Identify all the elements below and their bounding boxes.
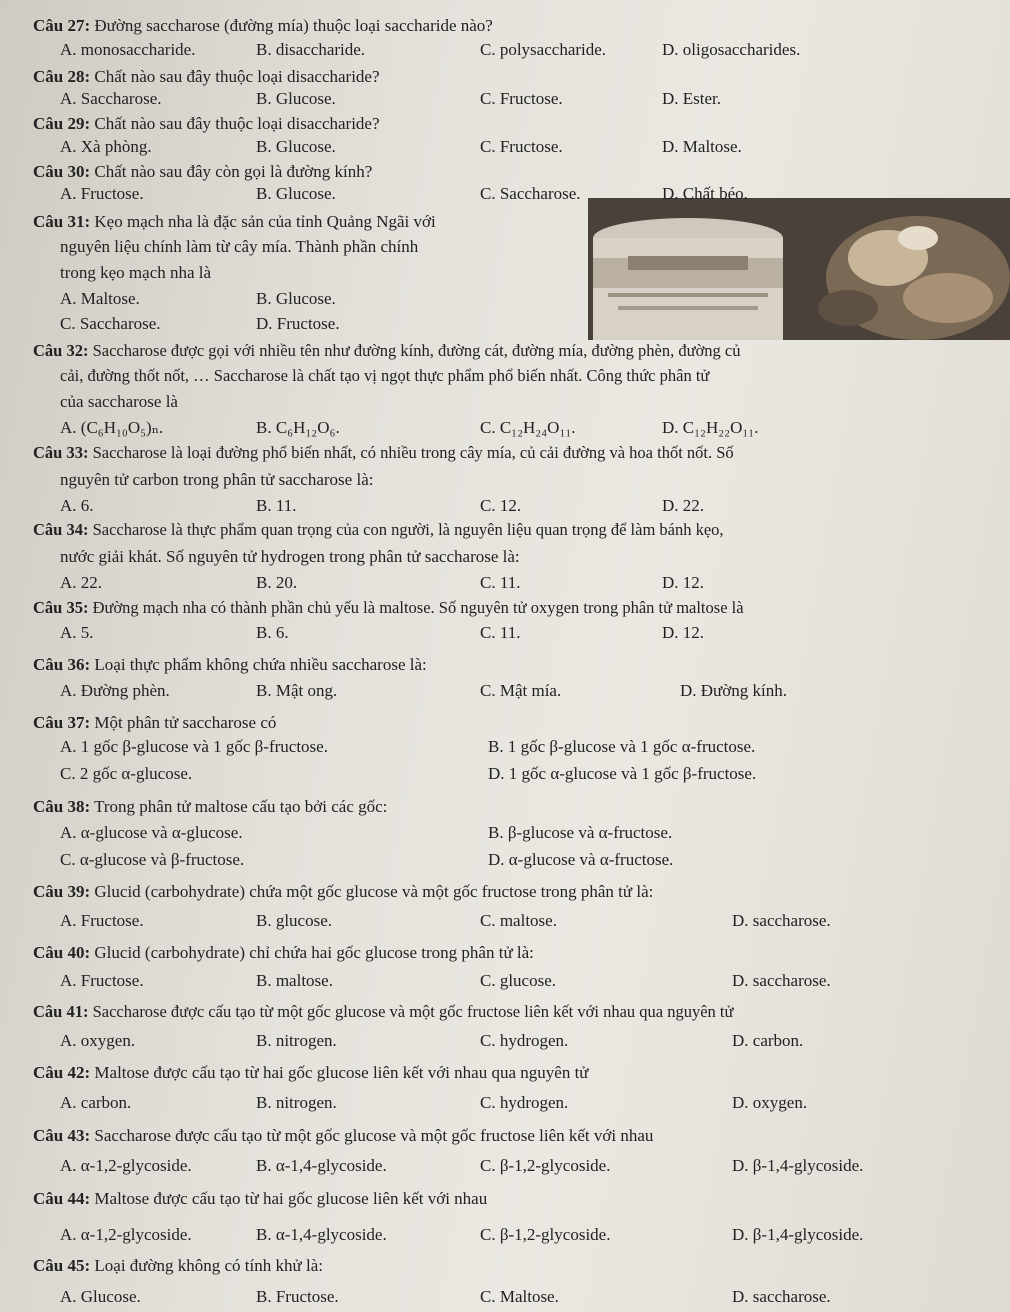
question-32-line-3: của saccharose là	[60, 392, 178, 411]
option-c[interactable]: C. β-1,2-glycoside.	[480, 1156, 611, 1175]
question-33: Câu 33: Saccharose là loại đường phổ biến nhất, có nhiều trong cây mía, củ cải đường và hoa thốt nốt. Số	[33, 443, 734, 462]
option-b[interactable]: B. Glucose.	[256, 289, 336, 308]
option-d[interactable]: D. oxygen.	[732, 1093, 808, 1112]
option-a[interactable]: A. monosaccharide.	[60, 40, 196, 59]
option-c[interactable]: C. Saccharose.	[480, 184, 581, 203]
option-a[interactable]: A. 22.	[60, 573, 103, 592]
option-d[interactable]: D. Đường kính.	[680, 681, 787, 700]
question-37: Câu 37: Một phân tử saccharose có	[33, 713, 277, 732]
option-b[interactable]: B. 11.	[256, 496, 297, 515]
option-c[interactable]: C. Mật mía.	[480, 681, 562, 700]
question-40: Câu 40: Glucid (carbohydrate) chỉ chứa hai gốc glucose trong phân tử là:	[33, 943, 534, 962]
option-a[interactable]: A. α-1,2-glycoside.	[60, 1156, 192, 1175]
option-a[interactable]: A. α-1,2-glycoside.	[60, 1225, 192, 1244]
option-d[interactable]: D. oligosaccharides.	[662, 40, 801, 59]
option-b[interactable]: B. α-1,4-glycoside.	[256, 1225, 387, 1244]
question-41: Câu 41: Saccharose được cấu tạo từ một gốc glucose và một gốc fructose liên kết với nhau qua nguyên tử	[33, 1002, 734, 1021]
option-a[interactable]: A. oxygen.	[60, 1031, 136, 1050]
option-d[interactable]: D. β-1,4-glycoside.	[732, 1156, 864, 1175]
option-a[interactable]: A. α-glucose và α-glucose.	[60, 823, 243, 842]
candy-jar-illustration	[588, 198, 1010, 340]
option-d[interactable]: D. β-1,4-glycoside.	[732, 1225, 864, 1244]
option-a[interactable]: A. Glucose.	[60, 1287, 141, 1306]
option-c[interactable]: C. hydrogen.	[480, 1093, 569, 1112]
option-d[interactable]: D. 12.	[662, 573, 705, 592]
option-b[interactable]: B. α-1,4-glycoside.	[256, 1156, 387, 1175]
option-d[interactable]: D. saccharose.	[732, 971, 831, 990]
question-38: Câu 38: Trong phân tử maltose cấu tạo bởi các gốc:	[33, 797, 388, 816]
option-c[interactable]: C. 12.	[480, 496, 522, 515]
question-44: Câu 44: Maltose được cấu tạo từ hai gốc glucose liên kết với nhau	[33, 1189, 488, 1208]
option-c[interactable]: C. 2 gốc α-glucose.	[60, 764, 193, 783]
question-43: Câu 43: Saccharose được cấu tạo từ một gốc glucose và một gốc fructose liên kết với nhau	[33, 1126, 654, 1145]
option-c[interactable]: C. 11.	[480, 623, 521, 642]
option-d[interactable]: D. Ester.	[662, 89, 722, 108]
option-b[interactable]: B. disaccharide.	[256, 40, 366, 59]
option-b[interactable]: B. β-glucose và α-fructose.	[488, 823, 673, 842]
option-c[interactable]: C. α-glucose và β-fructose.	[60, 850, 245, 869]
question-34: Câu 34: Saccharose là thực phẩm quan trọng của con người, là nguyên liệu quan trọng để làm bánh kẹo,	[33, 520, 724, 539]
option-d[interactable]: D. saccharose.	[732, 911, 831, 930]
option-b[interactable]: B. 20.	[256, 573, 298, 592]
option-a[interactable]: A. 6.	[60, 496, 94, 515]
option-d[interactable]: D. carbon.	[732, 1031, 804, 1050]
option-b[interactable]: B. 1 gốc β-glucose và 1 gốc α-fructose.	[488, 737, 756, 756]
option-a[interactable]: A. Đường phèn.	[60, 681, 170, 700]
option-b[interactable]: B. 6.	[256, 623, 289, 642]
option-c[interactable]: C. Maltose.	[480, 1287, 559, 1306]
option-d[interactable]: D. Chất béo.	[662, 184, 748, 203]
option-c[interactable]: C. hydrogen.	[480, 1031, 569, 1050]
option-c[interactable]: C. glucose.	[480, 971, 557, 990]
keo-mach-nha-photo	[588, 198, 1010, 340]
option-a[interactable]: A. 1 gốc β-glucose và 1 gốc β-fructose.	[60, 737, 328, 756]
option-d[interactable]: D. 1 gốc α-glucose và 1 gốc β-fructose.	[488, 764, 757, 783]
option-c[interactable]: C. polysaccharide.	[480, 40, 607, 59]
question-28: Câu 28: Chất nào sau đây thuộc loại disaccharide?	[33, 67, 380, 86]
option-d[interactable]: D. Maltose.	[662, 137, 742, 156]
option-c[interactable]: C. maltose.	[480, 911, 557, 930]
option-b[interactable]: B. Glucose.	[256, 89, 336, 108]
option-b[interactable]: B. Glucose.	[256, 184, 336, 203]
question-31: Câu 31: Kẹo mạch nha là đặc sản của tỉnh Quảng Ngãi với	[33, 212, 436, 231]
option-b[interactable]: B. Fructose.	[256, 1287, 339, 1306]
question-45: Câu 45: Loại đường không có tính khử là:	[33, 1256, 323, 1275]
option-b[interactable]: B. Glucose.	[256, 137, 336, 156]
option-a[interactable]: A. Fructose.	[60, 911, 144, 930]
question-29: Câu 29: Chất nào sau đây thuộc loại disaccharide?	[33, 114, 380, 133]
option-d[interactable]: D. 12.	[662, 623, 705, 642]
option-b[interactable]: B. C₆H₁₂O₆.	[256, 418, 340, 437]
question-42: Câu 42: Maltose được cấu tạo từ hai gốc glucose liên kết với nhau qua nguyên tử	[33, 1063, 589, 1082]
question-34-line-2: nước giải khát. Số nguyên tử hydrogen trong phân tử saccharose là:	[60, 547, 520, 566]
option-b[interactable]: B. maltose.	[256, 971, 333, 990]
option-a[interactable]: A. (C₆H₁₀O₅)ₙ.	[60, 418, 164, 437]
option-b[interactable]: B. nitrogen.	[256, 1093, 337, 1112]
option-c[interactable]: C. β-1,2-glycoside.	[480, 1225, 611, 1244]
option-b[interactable]: B. glucose.	[256, 911, 333, 930]
option-b[interactable]: B. nitrogen.	[256, 1031, 337, 1050]
option-a[interactable]: A. Maltose.	[60, 289, 140, 308]
option-c[interactable]: C. Fructose.	[480, 137, 563, 156]
option-d[interactable]: D. Fructose.	[256, 314, 340, 333]
option-a[interactable]: A. Xà phòng.	[60, 137, 152, 156]
option-d[interactable]: D. saccharose.	[732, 1287, 831, 1306]
option-a[interactable]: A. carbon.	[60, 1093, 132, 1112]
option-d[interactable]: D. C₁₂H₂₂O₁₁.	[662, 418, 759, 437]
option-c[interactable]: C. Fructose.	[480, 89, 563, 108]
option-a[interactable]: A. Fructose.	[60, 971, 144, 990]
option-a[interactable]: A. 5.	[60, 623, 94, 642]
option-c[interactable]: C. Saccharose.	[60, 314, 161, 333]
question-31-line-3: trong kẹo mạch nha là	[60, 263, 212, 282]
option-b[interactable]: B. Mật ong.	[256, 681, 338, 700]
option-c[interactable]: C. C₁₂H₂₄O₁₁.	[480, 418, 576, 437]
option-d[interactable]: D. 22.	[662, 496, 705, 515]
question-32: Câu 32: Saccharose được gọi với nhiều tên như đường kính, đường cát, đường mía, đường phèn, đường củ	[33, 341, 741, 360]
question-39: Câu 39: Glucid (carbohydrate) chứa một gốc glucose và một gốc fructose trong phân tử là:	[33, 882, 654, 901]
question-27: Câu 27: Đường saccharose (đường mía) thuộc loại saccharide nào?	[33, 16, 493, 35]
option-a[interactable]: A. Saccharose.	[60, 89, 162, 108]
option-a[interactable]: A. Fructose.	[60, 184, 144, 203]
option-d[interactable]: D. α-glucose và α-fructose.	[488, 850, 674, 869]
question-30: Câu 30: Chất nào sau đây còn gọi là đường kính?	[33, 162, 373, 181]
question-36: Câu 36: Loại thực phẩm không chứa nhiều saccharose là:	[33, 655, 427, 674]
question-35: Câu 35: Đường mạch nha có thành phần chủ yếu là maltose. Số nguyên tử oxygen trong phân tử maltose là	[33, 598, 744, 617]
question-32-line-2: cải, đường thốt nốt, … Saccharose là chất tạo vị ngọt thực phẩm phổ biến nhất. Công thức phân tử	[60, 366, 710, 385]
question-33-line-2: nguyên tử carbon trong phân tử saccharose là:	[60, 470, 374, 489]
option-c[interactable]: C. 11.	[480, 573, 521, 592]
question-31-line-2: nguyên liệu chính làm từ cây mía. Thành phần chính	[60, 237, 419, 256]
